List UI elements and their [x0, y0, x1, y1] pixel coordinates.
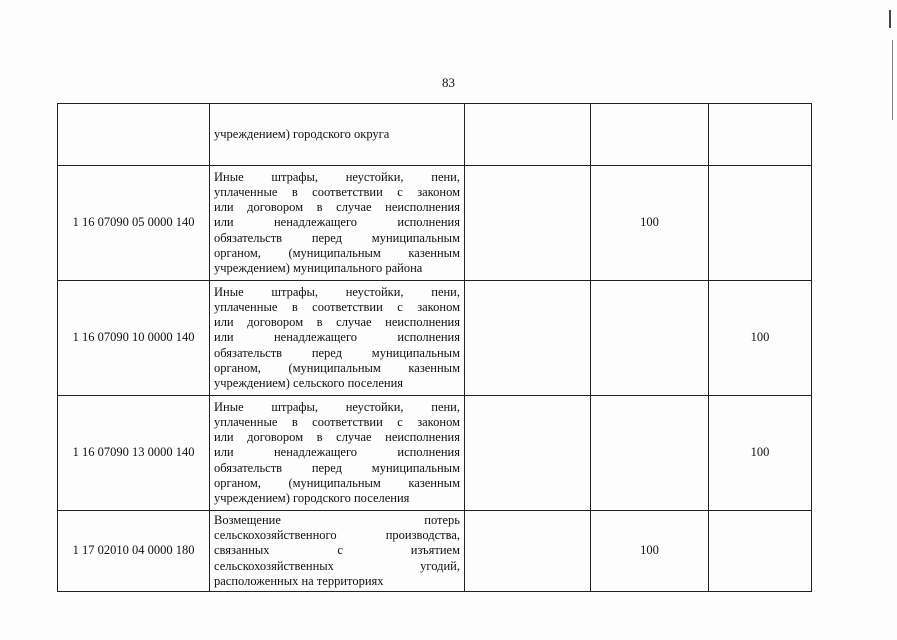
description-line: Иные штрафы, неустойки, пени,	[214, 284, 460, 299]
row-value-col5: 100	[709, 396, 812, 511]
description-line: учреждением) сельского поселения	[214, 376, 404, 390]
description-line: обязательств перед муниципальным	[214, 460, 460, 475]
row-description-cell	[210, 281, 465, 396]
table-row	[58, 281, 812, 396]
table-row	[58, 396, 812, 511]
row-value-col3	[465, 166, 591, 281]
description-line: уплаченные в соответствии с законом	[214, 299, 460, 314]
row-value-col5	[709, 104, 812, 166]
description-line: связанных с изъятием	[214, 543, 460, 558]
description-line: или ненадлежащего исполнения	[214, 215, 460, 230]
description-line: учреждением) муниципального района	[214, 261, 423, 275]
page-number: 83	[442, 75, 455, 90]
row-code-cell: 1 16 07090 05 0000 140	[58, 166, 210, 281]
description-line: или договором в случае неисполнения	[214, 200, 460, 215]
row-description-cell	[210, 104, 465, 166]
row-value-col4: 100	[591, 511, 709, 592]
description-line: обязательств перед муниципальным	[214, 345, 460, 360]
row-value-col3	[465, 396, 591, 511]
description-line: Иные штрафы, неустойки, пени,	[214, 169, 460, 184]
row-value-col3	[465, 281, 591, 396]
row-value-col4: 100	[591, 166, 709, 281]
row-description-cell	[210, 396, 465, 511]
description-line: учреждением) городского поселения	[214, 491, 410, 505]
row-code-cell: 1 16 07090 10 0000 140	[58, 281, 210, 396]
description-line: уплаченные в соответствии с законом	[214, 184, 460, 199]
description-line: Возмещение потерь	[214, 512, 460, 527]
description-line: учреждением) городского округа	[214, 126, 390, 141]
row-description-cell	[210, 511, 465, 592]
row-value-col3	[465, 511, 591, 592]
description-line: или ненадлежащего исполнения	[214, 445, 460, 460]
row-value-col5	[709, 166, 812, 281]
table-row	[58, 166, 812, 281]
scan-artifact-mark	[889, 10, 891, 28]
description-line: или ненадлежащего исполнения	[214, 330, 460, 345]
row-value-col5: 100	[709, 281, 812, 396]
description-line: сельскохозяйственного производства,	[214, 528, 460, 543]
description-line: расположенных на территориях	[214, 573, 384, 588]
budget-code-table	[57, 103, 812, 592]
description-line: уплаченные в соответствии с законом	[214, 414, 460, 429]
description-line: или договором в случае неисполнения	[214, 430, 460, 445]
row-value-col3	[465, 104, 591, 166]
description-line: обязательств перед муниципальным	[214, 230, 460, 245]
row-value-col4	[591, 281, 709, 396]
description-line: или договором в случае неисполнения	[214, 315, 460, 330]
description-line: Иные штрафы, неустойки, пени,	[214, 399, 460, 414]
table-row	[58, 104, 812, 166]
description-line: органом, (муниципальным казенным	[214, 475, 460, 490]
row-value-col5	[709, 511, 812, 592]
row-value-col4	[591, 104, 709, 166]
row-code-cell	[58, 104, 210, 166]
row-code-cell: 1 17 02010 04 0000 180	[58, 511, 210, 592]
row-description-cell	[210, 166, 465, 281]
row-value-col4	[591, 396, 709, 511]
row-code-cell: 1 16 07090 13 0000 140	[58, 396, 210, 511]
description-line: органом, (муниципальным казенным	[214, 360, 460, 375]
description-line: сельскохозяйственных угодий,	[214, 558, 460, 573]
description-line: органом, (муниципальным казенным	[214, 245, 460, 260]
table-row	[58, 511, 812, 592]
